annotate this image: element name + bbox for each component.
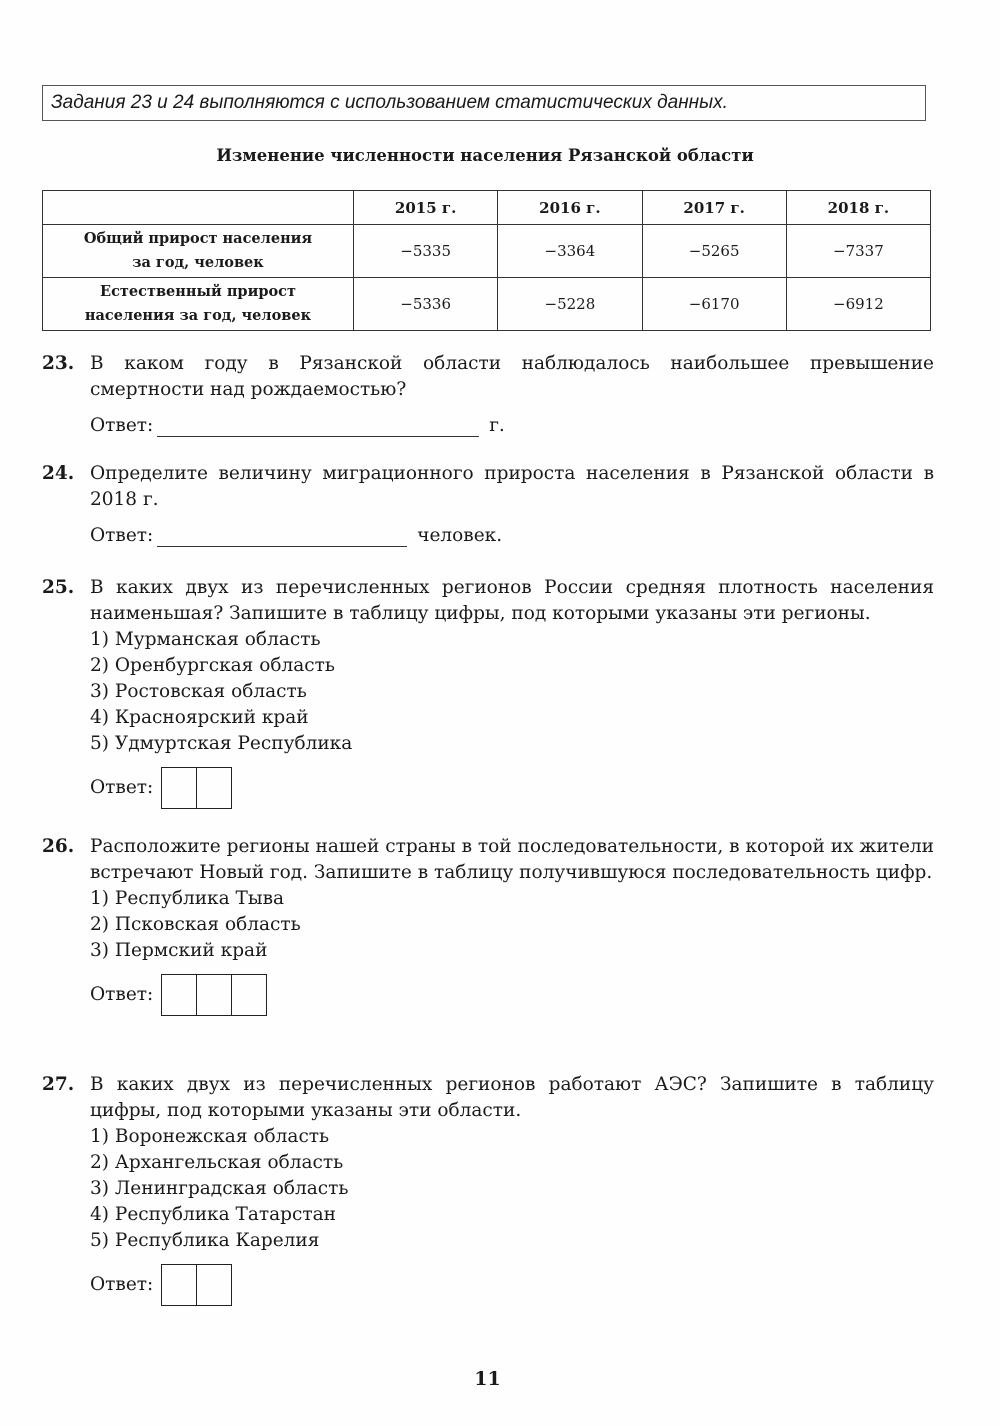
table-cell: −5336 xyxy=(354,278,498,331)
row-label-line: за год, человек xyxy=(132,254,264,271)
column-header: 2015 г. xyxy=(354,191,498,225)
answer-box[interactable] xyxy=(232,975,266,1015)
answer-row xyxy=(90,413,934,439)
answer-unit: человек. xyxy=(417,525,503,546)
option: 1) Республика Тыва xyxy=(90,888,285,909)
answer-label: Ответ: xyxy=(90,415,154,436)
population-table xyxy=(42,190,931,331)
corner-cell xyxy=(43,191,354,225)
page-number: 11 xyxy=(474,1368,501,1390)
answer-row xyxy=(90,974,934,1016)
row-label xyxy=(43,225,354,278)
table-title: Изменение численности населения Рязанской области xyxy=(216,146,754,165)
question-text: Расположите регионы нашей страны в той последовательности, в которой их жители встречают Новый год. Запишите в таблицу получившуюся последовательность цифр. xyxy=(90,836,934,883)
answer-box[interactable] xyxy=(162,1265,197,1305)
option: 3) Пермский край xyxy=(90,940,268,961)
question-number: 24. xyxy=(42,463,75,484)
table-cell: −3364 xyxy=(498,225,642,278)
question-number: 23. xyxy=(42,353,75,374)
option: 2) Псковская область xyxy=(90,914,301,935)
option: 5) Республика Карелия xyxy=(90,1230,320,1251)
question-25 xyxy=(42,575,934,809)
option: 4) Республика Татарстан xyxy=(90,1204,336,1225)
option: 3) Ленинградская область xyxy=(90,1178,349,1199)
option: 5) Удмуртская Республика xyxy=(90,733,353,754)
answer-label: Ответ: xyxy=(90,1274,154,1295)
answer-row xyxy=(90,767,934,809)
row-label-line: Естественный прирост xyxy=(100,283,296,300)
answer-boxes xyxy=(161,1264,232,1306)
question-text: Определите величину миграционного прироста населения в Рязанской области в 2018 г. xyxy=(90,463,934,510)
question-24 xyxy=(42,461,934,549)
answer-box[interactable] xyxy=(197,975,232,1015)
answer-box[interactable] xyxy=(162,768,197,808)
question-text: В каком году в Рязанской области наблюдалось наибольшее превышение смертности над рождаемостью? xyxy=(90,353,934,400)
instruction-note: Задания 23 и 24 выполняются с использованием статистических данных. xyxy=(42,85,926,121)
table-header-row xyxy=(43,191,931,225)
answer-box[interactable] xyxy=(162,975,197,1015)
answer-row xyxy=(90,523,934,549)
table-row xyxy=(43,225,931,278)
question-text: В каких двух из перечисленных регионов работают АЭС? Запишите в таблицу цифры, под которыми указаны эти области. xyxy=(90,1074,934,1121)
answer-boxes xyxy=(161,974,267,1016)
column-header: 2017 г. xyxy=(642,191,786,225)
question-27 xyxy=(42,1072,934,1306)
answer-label: Ответ: xyxy=(90,525,154,546)
answer-boxes xyxy=(161,767,232,809)
answer-label: Ответ: xyxy=(90,984,154,1005)
table-cell: −6912 xyxy=(786,278,930,331)
table-cell: −5335 xyxy=(354,225,498,278)
option: 1) Мурманская область xyxy=(90,629,321,650)
column-header: 2016 г. xyxy=(498,191,642,225)
answer-row xyxy=(90,1264,934,1306)
question-text: В каких двух из перечисленных регионов России средняя плотность населения наименьшая? Запишите в таблицу цифры, под которыми указаны эти регионы. xyxy=(90,577,934,624)
option: 3) Ростовская область xyxy=(90,681,307,702)
table-row xyxy=(43,278,931,331)
question-26 xyxy=(42,834,934,1016)
row-label-line: населения за год, человек xyxy=(84,307,312,324)
option: 2) Оренбургская область xyxy=(90,655,335,676)
table-cell: −5228 xyxy=(498,278,642,331)
row-label xyxy=(43,278,354,331)
column-header: 2018 г. xyxy=(786,191,930,225)
answer-label: Ответ: xyxy=(90,777,154,798)
answer-box[interactable] xyxy=(197,768,231,808)
option: 1) Воронежская область xyxy=(90,1126,330,1147)
answer-line-input[interactable] xyxy=(157,526,407,547)
question-23 xyxy=(42,351,934,439)
table-cell: −7337 xyxy=(786,225,930,278)
answer-box[interactable] xyxy=(197,1265,231,1305)
row-label-line: Общий прирост населения xyxy=(83,230,313,247)
question-number: 26. xyxy=(42,836,75,857)
option: 4) Красноярский край xyxy=(90,707,309,728)
answer-line-input[interactable] xyxy=(157,416,479,437)
answer-unit: г. xyxy=(489,415,505,436)
table-cell: −5265 xyxy=(642,225,786,278)
question-number: 25. xyxy=(42,577,75,598)
table-cell: −6170 xyxy=(642,278,786,331)
question-number: 27. xyxy=(42,1074,75,1095)
option: 2) Архангельская область xyxy=(90,1152,344,1173)
